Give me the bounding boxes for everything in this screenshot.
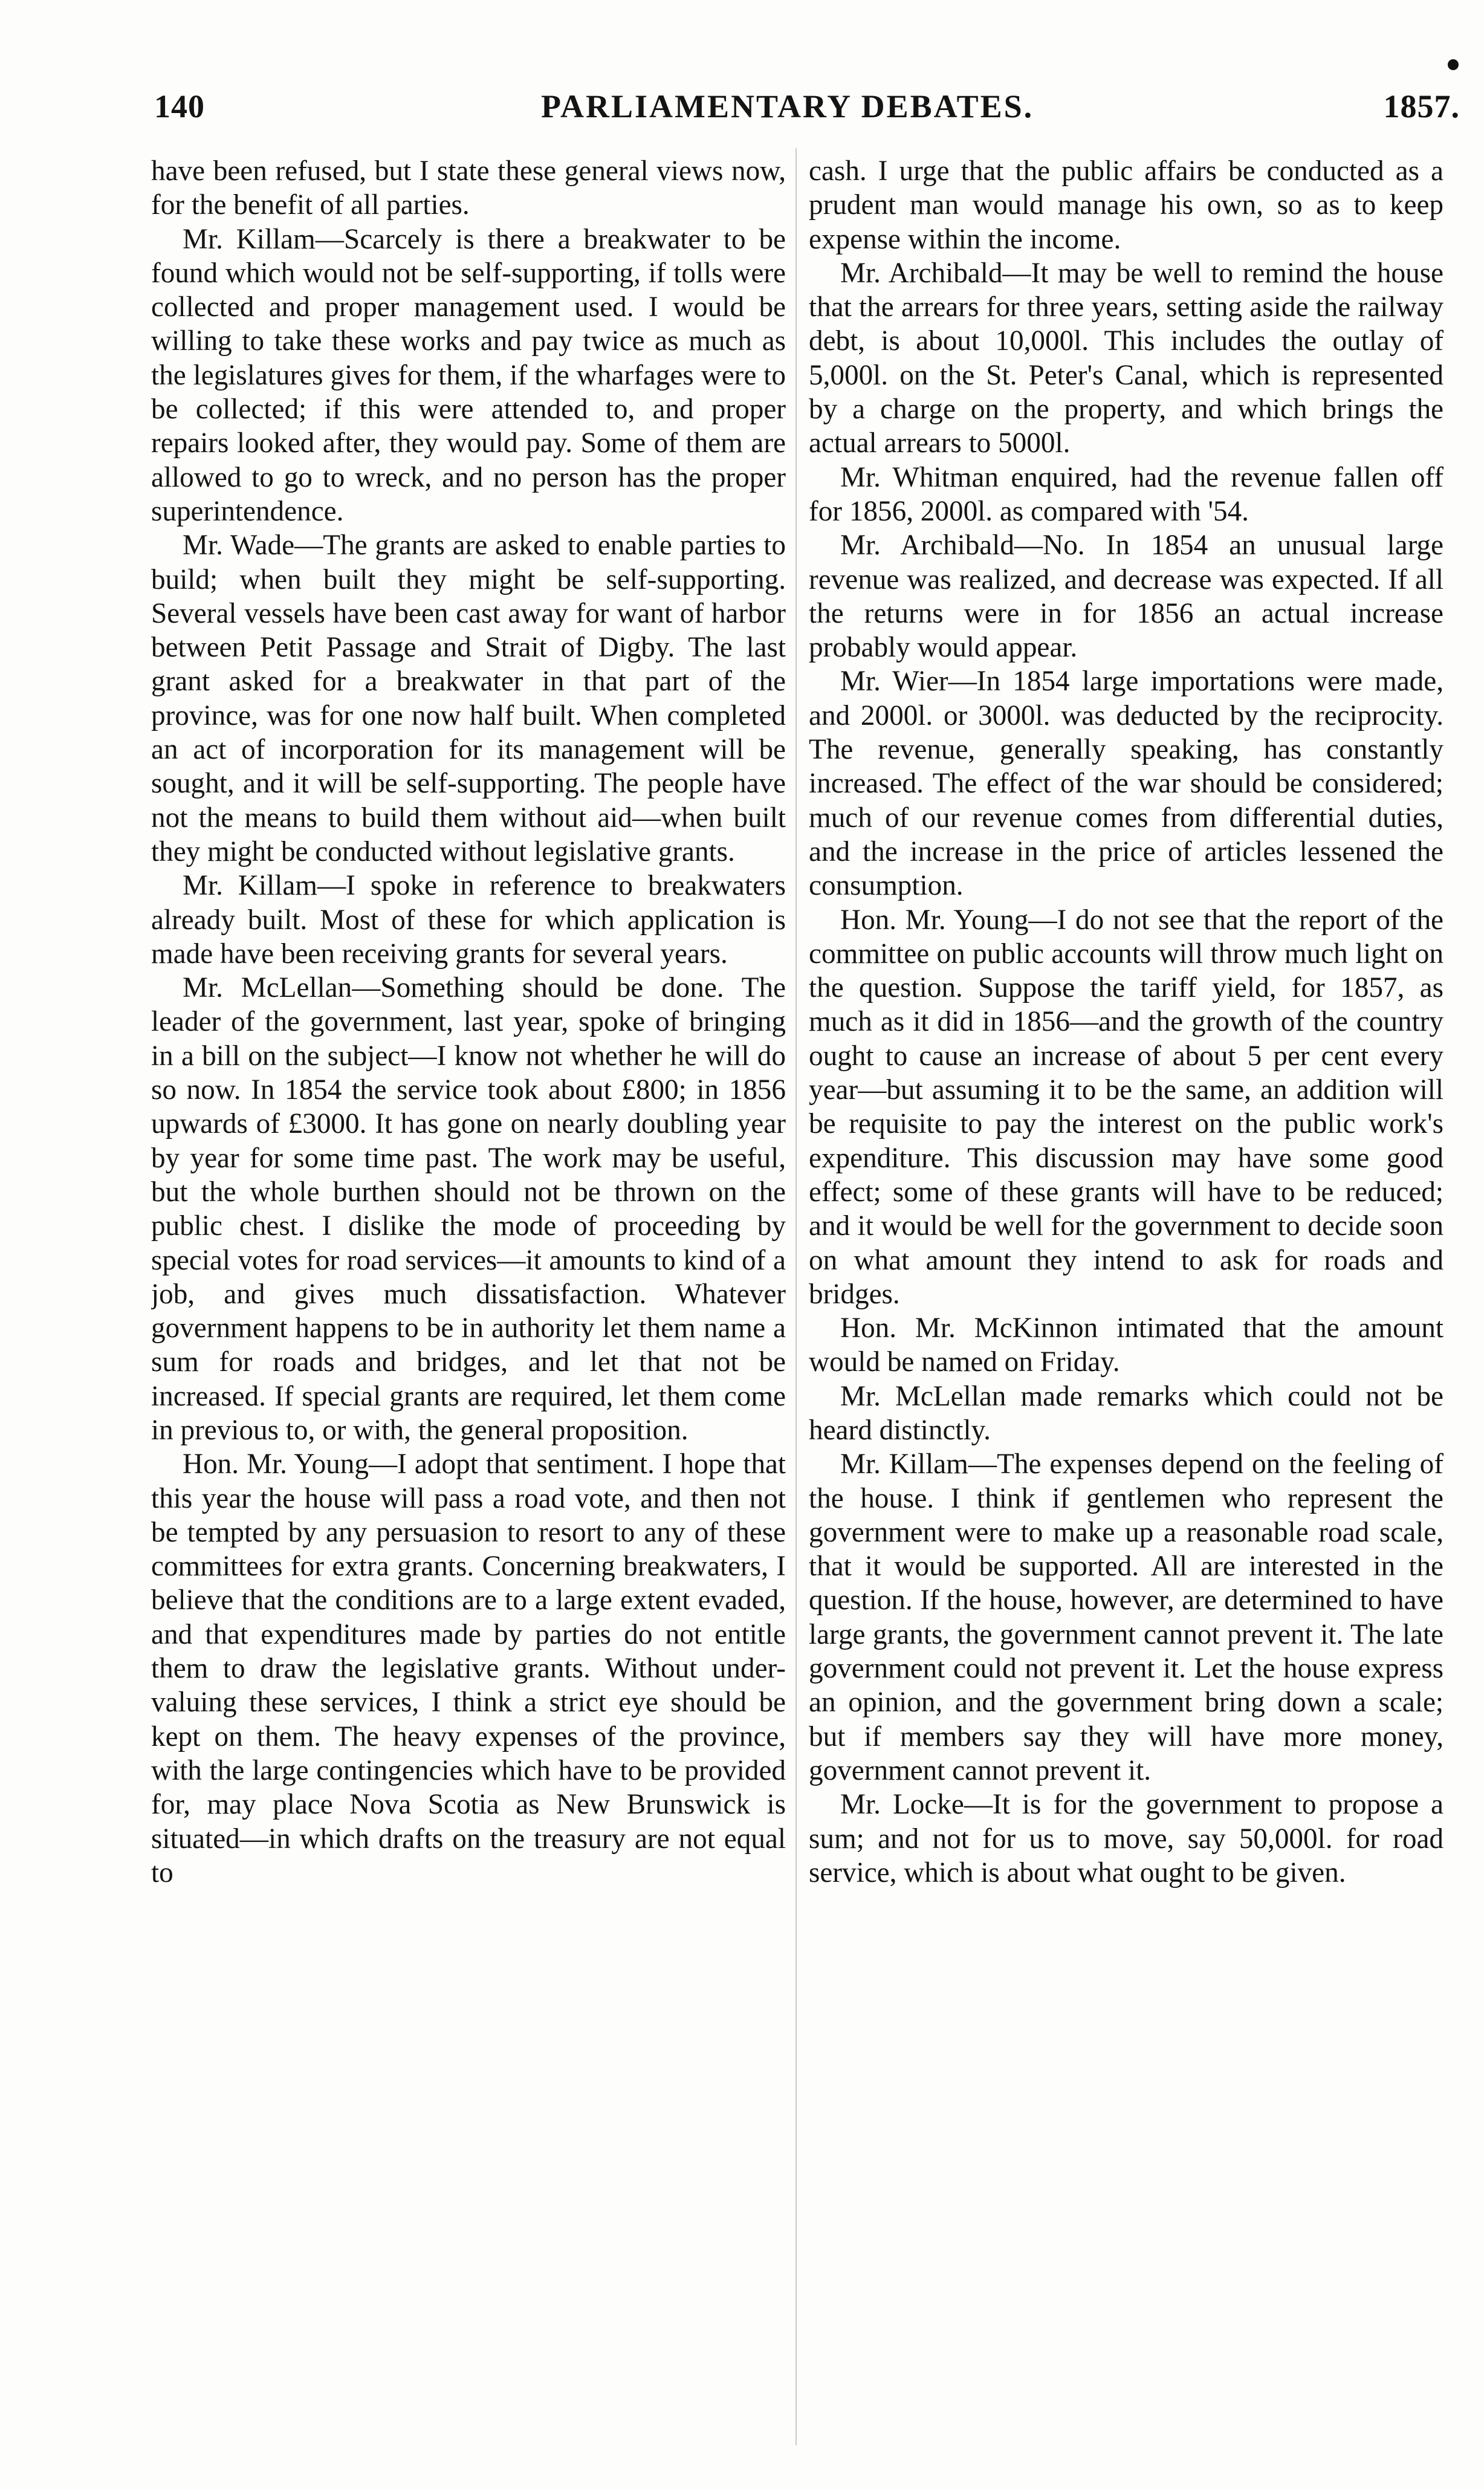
paragraph: Mr. Wier—In 1854 large importations were made, and 2000l. or 3000l. was deducted by the reciprocity. The revenue, generally speaking, has constantly increased. The effect of the war should be considered; much of our revenue comes from differential duties, and the increase in the price of articles lessened the consumption. [809,666,1443,902]
running-title: PARLIAMENTARY DEBATES. [541,88,1034,125]
paragraph: Mr. Archibald—It may be well to remind the house that the arrears for three years, setting aside the railway debt, is about 10,000l. This includes the outlay of 5,000l. on the St. Peter's Canal, which is represented by a charge on the property, and which brings the actual arrears to 5000l. [809,257,1443,459]
paragraph: Mr. Killam—The expenses depend on the feeling of the house. I think if gentlemen who represent the government were to make up a reasonable road scale, that it would be supported. All are interested in the question. If the house, however, are determined to have large grants, the government cannot prevent it. The late government could not prevent it. Let the house express an opinion, and the government bring down a scale; but if members say they will have more money, government cannot prevent it. [809,1448,1443,1786]
paragraph: Mr. McLellan made remarks which could not be heard distinctly. [809,1380,1443,1446]
paragraph: Mr. Archibald—No. In 1854 an unusual large revenue was realized, and decrease was expected. If all the returns were in for 1856 an actual increase probably would appear. [809,530,1443,664]
paragraph: Mr. McLellan—Something should be done. The leader of the government, last year, spoke of bringing in a bill on the subject—I know not whether he will do so now. In 1854 the service took about £800; in 1856 upwards of £3000. It has gone on nearly doubling year by year for some time past. The work may be useful, but the whole burthen should not be thrown on the public chest. I dislike the mode of proceeding by special votes for road services—it amounts to kind of a job, and gives much dissatisfaction. Whatever government happens to be in authority let them name a sum for roads and bridges, and let that not be increased. If special grants are required, let them come in previous to, or with, the general proposition. [151,972,786,1446]
right-column [809,154,1443,2451]
paragraph: Mr. Locke—It is for the government to propose a sum; and not for us to move, say 50,000l. for road service, which is about what ought to be given. [809,1789,1443,1889]
paragraph: have been refused, but I state these general views now, for the benefit of all parties. [151,155,786,221]
paragraph: Mr. Wade—The grants are asked to enable parties to build; when built they might be self-supporting. Several vessels have been cast away for want of harbor between Petit Passage and Strait of Digby. The last grant asked for a breakwater in that part of the province, was for one now half built. When completed an act of incorporation for its management will be sought, and it will be self-supporting. The people have not the means to build them without aid—when built they might be conducted without legislative grants. [151,530,786,867]
paragraph: Hon. Mr. Young—I adopt that sentiment. I hope that this year the house will pass a road vote, and then not be tempted by any persuasion to resort to any of these committees for extra grants. Concerning breakwaters, I believe that the conditions are to a large extent evaded, and that expenditures made by parties do not entitle them to draw the legislative grants. Without under-valuing these services, I think a strict eye should be kept on them. The heavy expenses of the province, with the large contingencies which have to be provided for, may place Nova Scotia as New Brunswick is situated—in which drafts on the treasury are not equal to [151,1448,786,1889]
ink-speck [1448,59,1459,70]
paragraph: Mr. Killam—I spoke in reference to breakwaters already built. Most of these for which application is made have been receiving grants for several years. [151,870,786,970]
paragraph: cash. I urge that the public affairs be conducted as a prudent man would manage his own, so as to keep expense within the income. [809,155,1443,255]
paragraph: Mr. Whitman enquired, had the revenue fallen off for 1856, 2000l. as compared with '54. [809,461,1443,527]
column-divider [795,148,797,2445]
paragraph: Hon. Mr. McKinnon intimated that the amount would be named on Friday. [809,1312,1443,1378]
left-column [151,154,786,2451]
page-header [154,88,1460,130]
paragraph: Hon. Mr. Young—I do not see that the report of the committee on public accounts will throw much light on the question. Suppose the tariff yield, for 1857, as much as it did in 1856—and the growth of the country ought to cause an increase of about 5 per cent every year—but assuming it to be the same, an addition will be requisite to pay the interest on the public work's expenditure. This discussion may have some good effect; some of these grants will have to be reduced; and it would be well for the government to decide soon on what amount they intend to ask for roads and bridges. [809,904,1443,1310]
page-number: 140 [154,88,205,125]
paragraph: Mr. Killam—Scarcely is there a breakwater to be found which would not be self-supporting, if tolls were collected and proper management used. I would be willing to take these works and pay twice as much as the legislatures gives for them, if the wharfages were to be collected; if this were attended to, and proper repairs looked after, they would pay. Some of them are allowed to go to wreck, and no person has the proper superintendence. [151,223,786,527]
page-year: 1857. [1383,88,1460,125]
